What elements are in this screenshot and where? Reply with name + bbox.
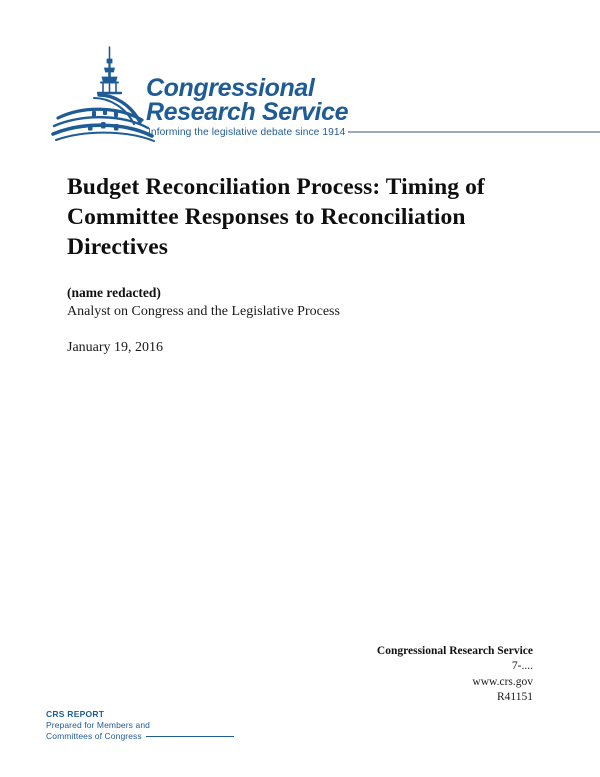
footer-left-block	[46, 709, 306, 742]
crs-masthead	[52, 44, 557, 144]
footer-left-divider	[146, 736, 234, 737]
logo-wordmark-line2: Research Service	[146, 98, 349, 126]
crs-logo	[52, 44, 352, 144]
footer-organization: Congressional Research Service	[376, 645, 533, 657]
masthead-divider	[348, 131, 600, 133]
footer-right-block	[273, 643, 533, 706]
prepared-for-line1: Prepared for Members and	[46, 720, 150, 730]
prepared-for-line2-row	[46, 731, 306, 742]
author-role: Analyst on Congress and the Legislative Process	[67, 304, 340, 319]
footer-report-number: R41151	[497, 691, 533, 703]
logo-tagline: Informing the legislative debate since 1914	[148, 127, 346, 138]
document-date: January 19, 2016	[67, 340, 164, 355]
footer-phone: 7-....	[511, 660, 533, 672]
logo-wordmark-line1: Congressional	[146, 74, 315, 102]
footer-website[interactable]: www.crs.gov	[472, 675, 533, 688]
crs-report-label: CRS REPORT	[46, 709, 105, 719]
author-name: (name redacted)	[67, 285, 161, 300]
author-block	[67, 283, 499, 358]
prepared-for-line2: Committees of Congress	[46, 731, 142, 741]
document-title: Budget Reconciliation Process: Timing of Committee Responses to Reconciliation Directives	[67, 174, 485, 260]
